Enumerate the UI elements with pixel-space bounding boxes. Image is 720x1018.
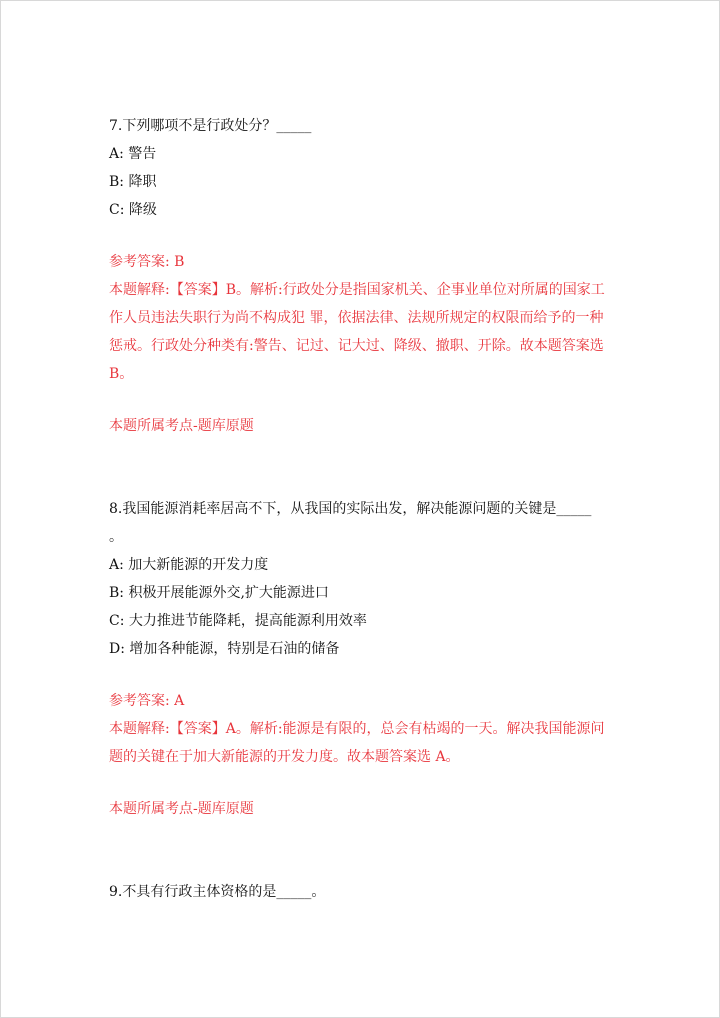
option-a: A: 警告 — [109, 146, 157, 162]
question-stem-continuation: 。 — [109, 529, 123, 545]
option-b: B: 积极开展能源外交,扩大能源进口 — [109, 585, 329, 601]
option-b: B: 降职 — [109, 174, 157, 190]
option-c: C: 降级 — [109, 202, 157, 218]
reference-answer: 参考答案: B — [109, 254, 185, 270]
question-list — [109, 112, 619, 906]
option-c: C: 大力推进节能降耗，提高能源利用效率 — [109, 613, 367, 629]
option-d: D: 增加各种能源，特别是石油的储备 — [109, 641, 340, 657]
question-7 — [109, 112, 619, 440]
question-stem: 7.下列哪项不是行政处分？_____ — [109, 118, 312, 134]
question-stem: 8.我国能源消耗率居高不下，从我国的实际出发，解决能源问题的关键是_____ — [109, 501, 592, 517]
question-stem: 9.不具有行政主体资格的是_____。 — [109, 884, 326, 900]
reference-answer: 参考答案: A — [109, 693, 185, 709]
topic-label: 本题所属考点-题库原题 — [109, 418, 254, 434]
answer-explanation: 本题解释:【答案】A。解析:能源是有限的，总会有枯竭的一天。解决我国能源问题的关键在于加大新能源的开发力度。故本题答案选 A。 — [109, 721, 605, 765]
question-9 — [109, 878, 619, 906]
topic-label: 本题所属考点-题库原题 — [109, 801, 254, 817]
question-8 — [109, 495, 619, 823]
option-a: A: 加大新能源的开发力度 — [109, 557, 269, 573]
answer-explanation: 本题解释:【答案】B。解析:行政处分是指国家机关、企事业单位对所属的国家工作人员违法失职行为尚不构成犯 罪，依据法律、法规所规定的权限而给予的一种惩戒。行政处分种类有:警告、记过、记大过、降级、撤职、开除。故本题答案选 B。 — [109, 282, 605, 382]
